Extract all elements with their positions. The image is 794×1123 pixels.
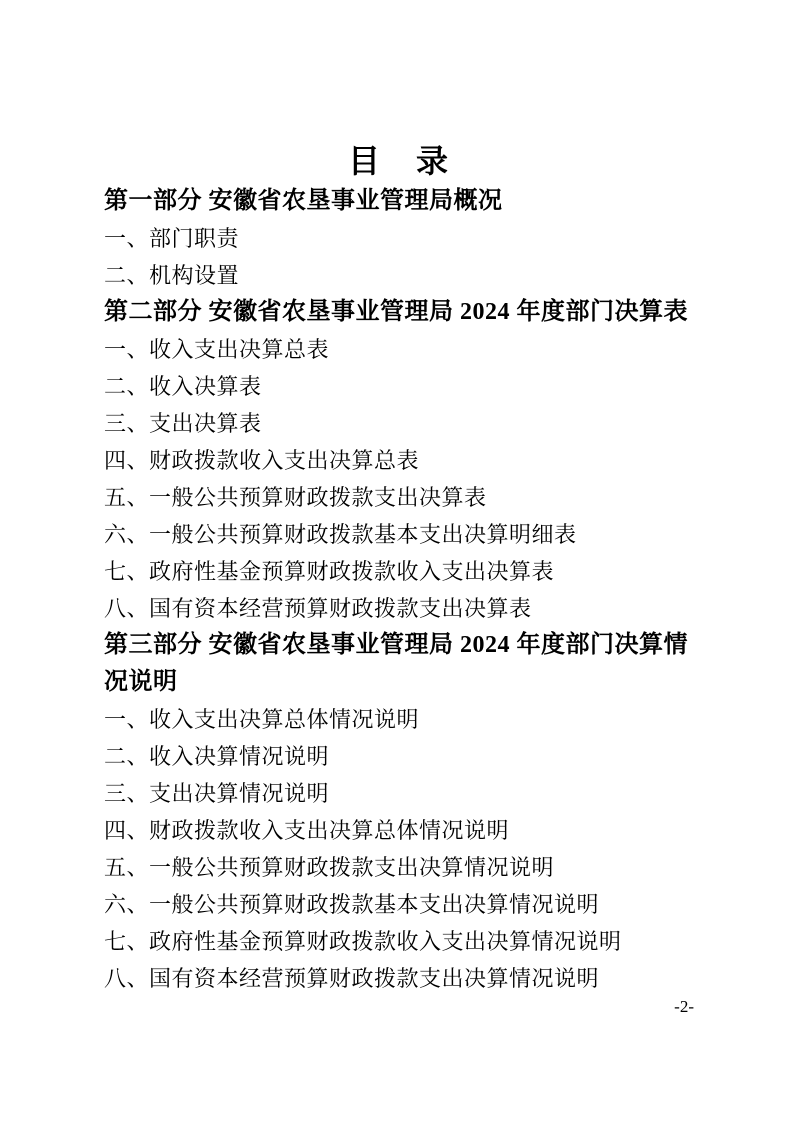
table-of-contents xyxy=(104,183,694,997)
toc-item: 二、收入决算表 xyxy=(104,374,262,399)
toc-item: 八、国有资本经营预算财政拨款支出决算表 xyxy=(104,596,532,621)
toc-item: 七、政府性基金预算财政拨款收入支出决算表 xyxy=(104,559,555,584)
page-title: 目 录 xyxy=(347,143,450,179)
toc-item: 二、机构设置 xyxy=(104,263,240,288)
toc-item: 四、财政拨款收入支出决算总体情况说明 xyxy=(104,818,510,843)
toc-item: 六、一般公共预算财政拨款基本支出决算情况说明 xyxy=(104,892,600,917)
toc-item: 一、部门职责 xyxy=(104,226,240,251)
toc-item: 四、财政拨款收入支出决算总表 xyxy=(104,448,420,473)
toc-item: 一、收入支出决算总表 xyxy=(104,337,330,362)
toc-item: 六、一般公共预算财政拨款基本支出决算明细表 xyxy=(104,522,577,547)
toc-section-heading-1: 第一部分 安徽省农垦事业管理局概况 xyxy=(104,188,503,214)
toc-item: 一、收入支出决算总体情况说明 xyxy=(104,707,420,732)
toc-item: 三、支出决算情况说明 xyxy=(104,781,330,806)
toc-item: 五、一般公共预算财政拨款支出决算情况说明 xyxy=(104,855,555,880)
toc-section-heading-3: 第三部分 安徽省农垦事业管理局 2024 年度部门决算情况说明 xyxy=(104,632,688,695)
toc-section-heading-2: 第二部分 安徽省农垦事业管理局 2024 年度部门决算表 xyxy=(104,299,688,325)
toc-item: 八、国有资本经营预算财政拨款支出决算情况说明 xyxy=(104,966,600,991)
toc-item: 五、一般公共预算财政拨款支出决算表 xyxy=(104,485,487,510)
toc-item: 二、收入决算情况说明 xyxy=(104,744,330,769)
page-number: -2- xyxy=(674,997,694,1016)
toc-item: 七、政府性基金预算财政拨款收入支出决算情况说明 xyxy=(104,929,622,954)
toc-item: 三、支出决算表 xyxy=(104,411,262,436)
